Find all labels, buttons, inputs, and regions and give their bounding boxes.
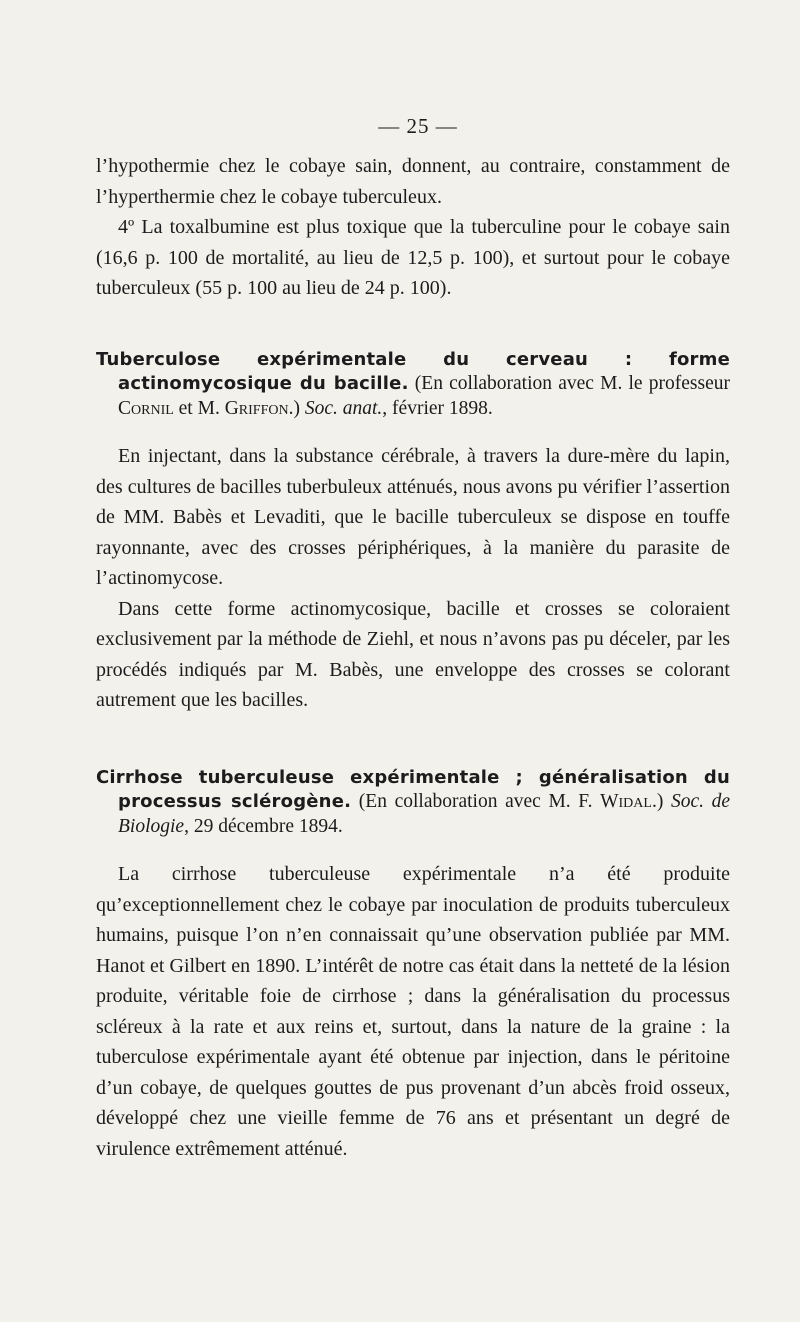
section-2-ref-pre: (En collaboration avec M. F. — [351, 791, 601, 812]
section-2-author-1: Widal — [600, 791, 652, 812]
intro-paragraph-2: 4º La toxalbumine est plus toxique que la tuberculine pour le cobaye sain (16,6 p. 100 de mortalité, au lieu de 12,5 p. 100), et surtout pour le cobaye tuberculeux (55 p. 100 au lieu de 24 p. 100). — [96, 216, 730, 299]
section-1-paragraph-1: En injectant, dans la substance cérébrale, à travers la dure-mère du lapin, des cultures de bacilles tuberbuleux atténués, nous avons pu vérifier l’assertion de MM. Babès et Levaditi, que le bacille tuberculeux se dispose en touffe rayonnante, avec des crosses périphériques, à la manière du parasite de l’actinomycose. — [96, 445, 730, 589]
section-1-ref-pre: (En collaboration avec M. le professeur — [408, 373, 730, 394]
section-2-date: , 29 décembre 1894. — [184, 815, 343, 837]
intro-paragraph-1: l’hypothermie chez le cobaye sain, donnent, au contraire, constamment de l’hyperthermie chez le cobaye tuberculeux. — [96, 155, 730, 208]
section-2-journal: Soc. de Biologie — [118, 791, 731, 837]
section-1-heading — [96, 348, 730, 422]
section-1-paragraph-2: Dans cette forme actinomycosique, bacille et crosses se coloraient exclusivement par la méthode de Ziehl, et nous n’avons pas pu déceler, par les procédés indiqués par M. Babès, une enveloppe des crosses se colorant autrement que les bacilles. — [96, 597, 730, 711]
page-number: — 25 — — [378, 114, 458, 138]
section-1-journal: Soc. anat. — [304, 397, 383, 419]
section-1-author-1: Cornil — [118, 397, 174, 419]
section-1-author-2: Griffon — [224, 397, 289, 419]
section-2-heading — [96, 766, 730, 840]
section-1-date: , février 1898. — [382, 397, 493, 419]
section-1-title: Tuberculose expérimentale du cerveau : forme actinomycosique du bacille. — [96, 348, 730, 394]
section-1-ref-mid: et M. — [173, 397, 225, 419]
section-2-title: Cirrhose tuberculeuse expérimentale ; généralisation du processus sclérogène. — [96, 766, 730, 812]
section-1-ref-close: .) — [288, 397, 305, 419]
section-2-paragraph-1: La cirrhose tuberculeuse expérimentale n’a été produite qu’exceptionnellement chez le cobaye par inoculation de produits tuberculeux humains, puisque l’on n’en connaissait qu’une observation publiée par MM. Hanot et Gilbert en 1890. L’intérêt de notre cas était dans la netteté de la lésion produite, véritable foie de cirrhose ; dans la généralisation du processus scléreux à la rate et aux reins et, surtout, dans la nature de la graine : la tuberculose expérimentale ayant été obtenue par injection, dans le péritoine d’un cobaye, de quelques gouttes de pus provenant d’un abcès froid osseux, développé chez une vieille femme de 76 ans et présentant un degré de virulence extrêmement atténué. — [96, 863, 730, 1160]
section-2-ref-close: .) — [651, 791, 671, 812]
